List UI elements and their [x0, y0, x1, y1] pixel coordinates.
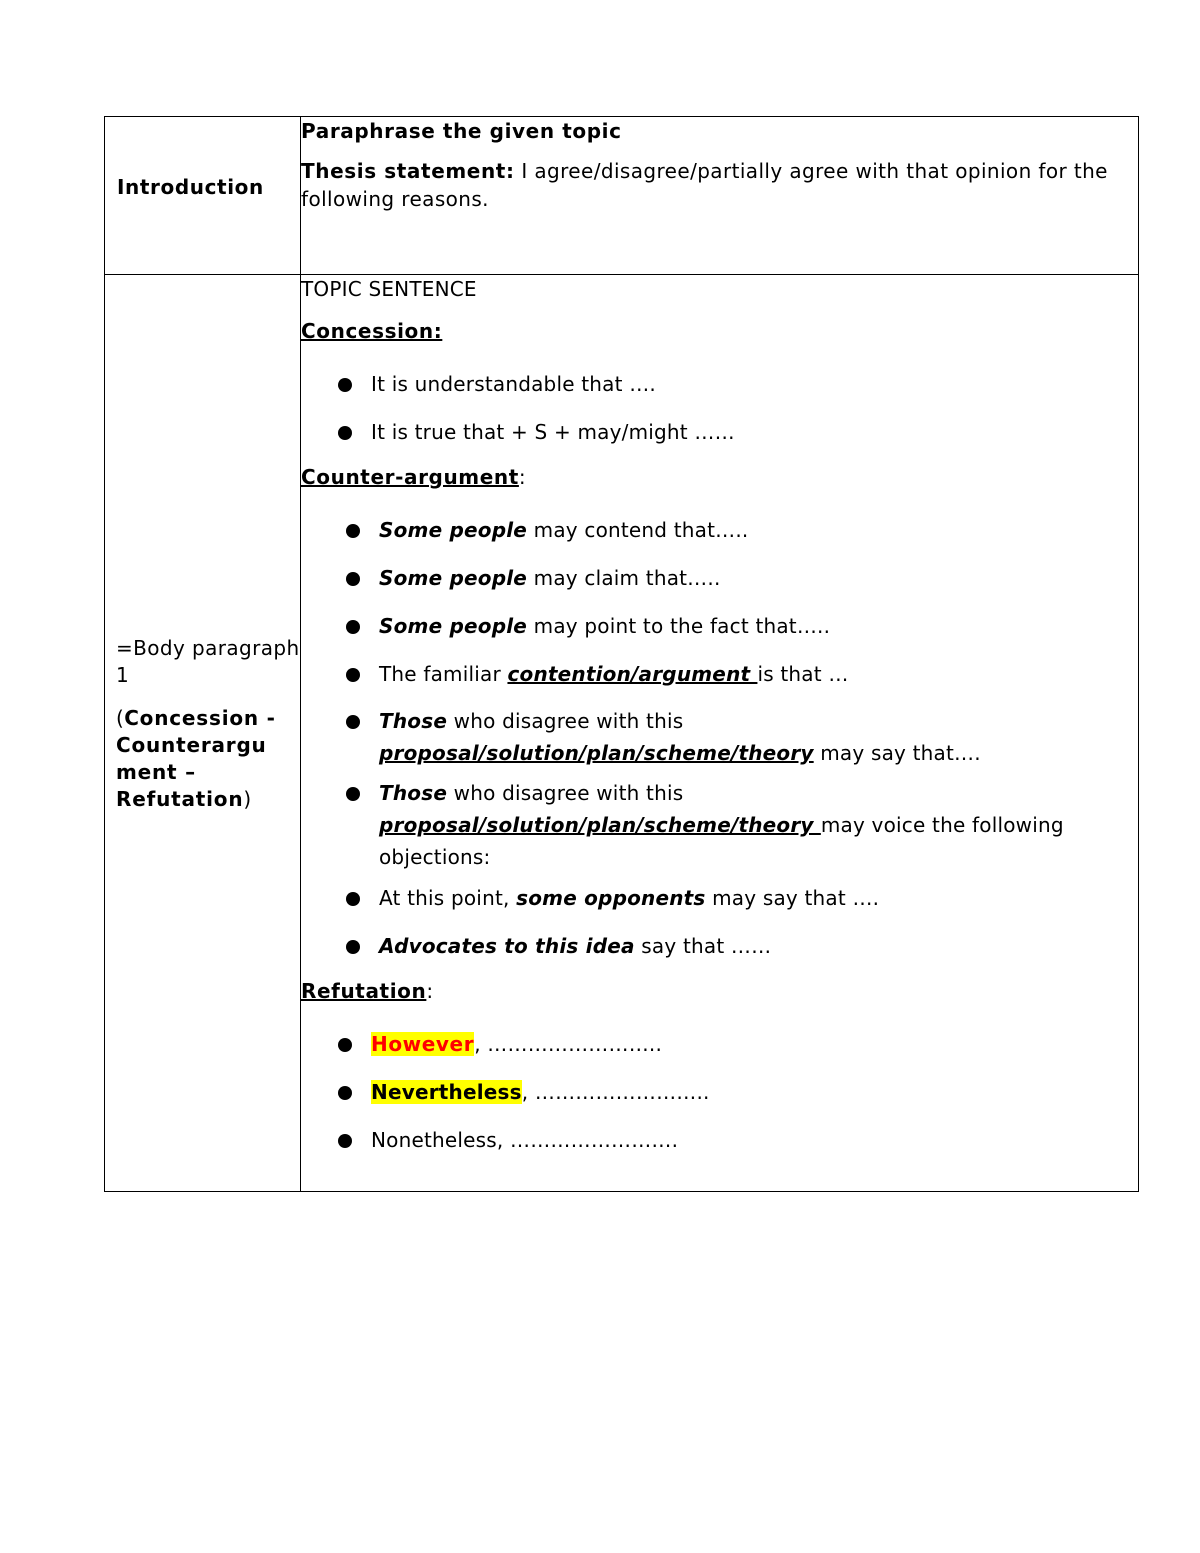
- list-item: Those who disagree with this proposal/solution/plan/scheme/theory may say that….: [379, 705, 1138, 769]
- thesis-lead: Thesis statement:: [301, 159, 515, 183]
- concession-list: [301, 367, 1138, 449]
- thesis-statement: [301, 157, 1138, 213]
- thesis-text: I agree/disagree/partially agree with that opinion for the following reasons.: [301, 159, 1108, 211]
- list-item: Some people may contend that…..: [379, 513, 1138, 547]
- topic-sentence-heading: TOPIC SENTENCE: [301, 277, 477, 301]
- label-close-paren: ): [243, 787, 252, 811]
- bullet-icon: [346, 668, 360, 682]
- list-item: Nonetheless, …………………….: [371, 1123, 1138, 1157]
- body-paragraph-row: [105, 275, 1139, 1192]
- counter-argument-heading: Counter-argument:: [301, 465, 527, 489]
- list-item: Those who disagree with this proposal/solution/plan/scheme/theory may voice the following objections:: [379, 777, 1138, 873]
- body-content-cell: [301, 275, 1139, 1192]
- concession-heading: Concession:: [301, 319, 443, 343]
- highlighted-nevertheless: Nevertheless: [371, 1080, 522, 1104]
- list-item: Some people may claim that…..: [379, 561, 1138, 595]
- bullet-icon: [346, 620, 360, 634]
- bullet-icon: [338, 1038, 352, 1052]
- list-item: Some people may point to the fact that…..: [379, 609, 1138, 643]
- list-item: Advocates to this idea say that ……: [379, 929, 1138, 963]
- body-label-cell: [105, 275, 301, 1192]
- bullet-icon: [346, 787, 360, 801]
- bullet-icon: [338, 378, 352, 392]
- introduction-content-cell: [301, 117, 1139, 275]
- introduction-label: Introduction: [117, 175, 264, 199]
- bullet-icon: [338, 1086, 352, 1100]
- essay-outline-table: [104, 116, 1139, 1192]
- list-item: Nevertheless, ……………………..: [371, 1075, 1138, 1109]
- list-item: It is understandable that ….: [371, 367, 1138, 401]
- label-open-paren: (: [116, 706, 125, 730]
- body-label: [105, 275, 300, 813]
- introduction-label-cell: [105, 117, 301, 275]
- bullet-icon: [338, 1134, 352, 1148]
- bullet-icon: [346, 572, 360, 586]
- refutation-list: [301, 1027, 1138, 1157]
- highlighted-however: However: [371, 1032, 475, 1056]
- counter-argument-list: [301, 513, 1138, 963]
- list-item: However, ……………………..: [371, 1027, 1138, 1061]
- body-label-subtitle: [116, 705, 300, 813]
- introduction-row: [105, 117, 1139, 275]
- bullet-icon: [346, 524, 360, 538]
- body-label-title: =Body paragraph 1: [116, 636, 300, 687]
- paraphrase-instruction: Paraphrase the given topic: [301, 119, 622, 143]
- list-item: The familiar contention/argument is that …: [379, 657, 1138, 691]
- refutation-heading: Refutation:: [301, 979, 434, 1003]
- label-structure: Concession - Counterargu ment – Refutation: [116, 706, 276, 811]
- bullet-icon: [346, 940, 360, 954]
- bullet-icon: [346, 715, 360, 729]
- bullet-icon: [338, 426, 352, 440]
- bullet-icon: [346, 892, 360, 906]
- list-item: It is true that + S + may/might ……: [371, 415, 1138, 449]
- list-item: At this point, some opponents may say that ….: [379, 881, 1138, 915]
